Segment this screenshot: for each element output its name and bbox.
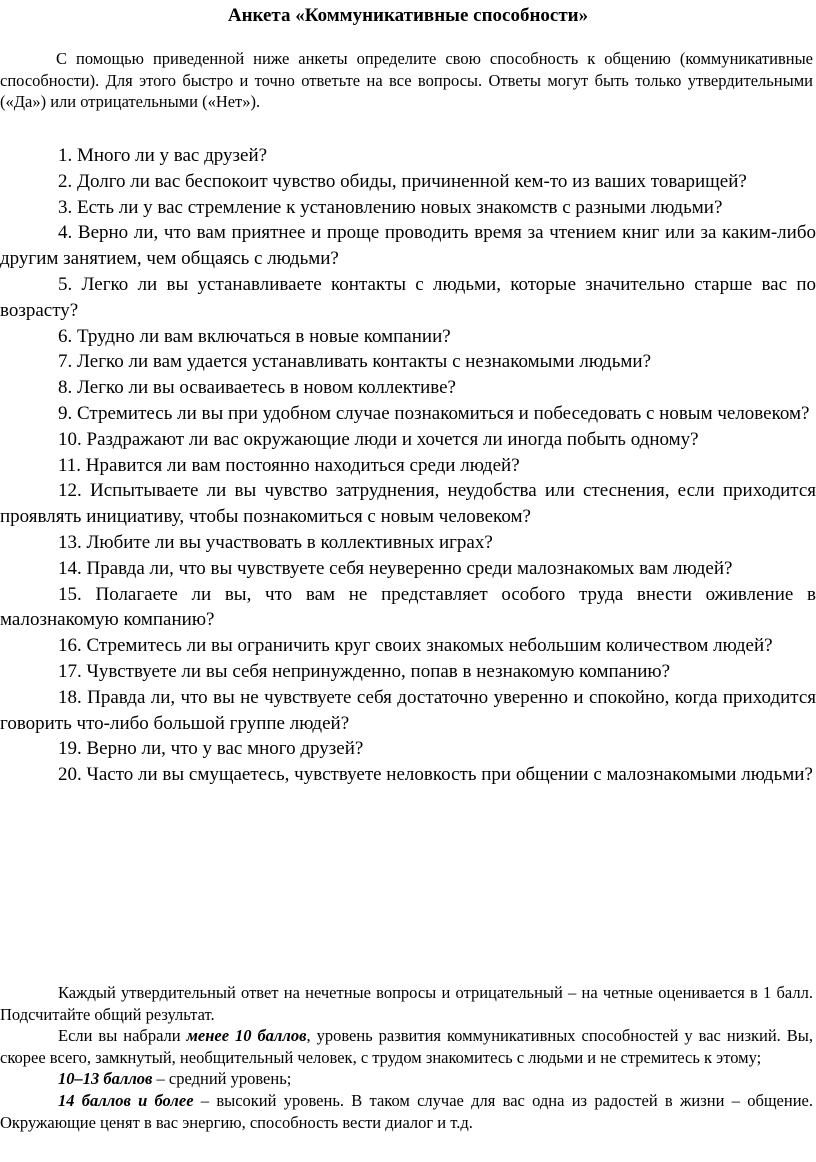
document-title: Анкета «Коммуникативные способности» <box>227 5 589 26</box>
scoring-medium <box>0 1068 813 1090</box>
scoring-low-text: , уровень развития коммуникативных способностей у вас низкий. Вы, скорее всего, замкнутый, необщительный человек, с трудом знакомитесь с людьми и не стремитесь к этому; <box>0 1026 813 1067</box>
scoring-low <box>0 1025 813 1068</box>
question-item: 6. Трудно ли вам включаться в новые компании? <box>58 325 451 347</box>
question-item: 4. Верно ли, что вам приятнее и проще проводить время за чтением книг или за каким-либо другим занятием, чем общаясь с людьми? <box>0 222 816 270</box>
question-item: 12. Испытываете ли вы чувство затруднения, неудобства или стеснения, если приходится проявлять инициативу, чтобы познакомиться с новым человеком? <box>0 480 816 528</box>
scoring-low-threshold: менее 10 баллов <box>186 1026 307 1046</box>
questions-list <box>0 143 816 788</box>
question-item: 7. Легко ли вам удается устанавливать контакты с незнакомыми людьми? <box>58 351 651 373</box>
scoring-medium-range: 10–13 баллов <box>58 1069 153 1089</box>
question-item: 16. Стремитесь ли вы ограничить круг своих знакомых небольшим количеством людей? <box>58 635 773 657</box>
question-item: 19. Верно ли, что у вас много друзей? <box>58 738 364 760</box>
question-item: 20. Часто ли вы смущаетесь, чувствуете неловкость при общении с малознакомыми людьми? <box>58 764 813 786</box>
scoring-high-text: – высокий уровень. В таком случае для вас одна из радостей в жизни – общение. Окружающие ценят в вас энергию, способность вести диалог и т.д. <box>0 1090 813 1132</box>
scoring-high-range: 14 баллов и более <box>58 1090 194 1110</box>
question-item: 10. Раздражают ли вас окружающие люди и хочется ли иногда побыть одному? <box>58 428 699 450</box>
question-item: 13. Любите ли вы участвовать в коллективных играх? <box>58 531 493 553</box>
question-item: 11. Нравится ли вам постоянно находиться среди людей? <box>58 454 520 476</box>
question-item: 15. Полагаете ли вы, что вам не представляет особого труда внести оживление в малознакомую компанию? <box>0 583 816 631</box>
question-item: 3. Есть ли у вас стремление к установлению новых знакомств с разными людьми? <box>58 196 723 218</box>
scoring-section <box>0 982 813 1133</box>
intro-paragraph: С помощью приведенной ниже анкеты определите свою способность к общению (коммуникативные способности). Для этого быстро и точно ответьте на все вопросы. Ответы могут быть только утвердительными («Да») или отрицательными («Нет»). <box>0 49 813 111</box>
question-item: 18. Правда ли, что вы не чувствуете себя достаточно уверенно и спокойно, когда приходится говорить что-либо большой группе людей? <box>0 686 816 734</box>
question-item: 8. Легко ли вы осваиваетесь в новом коллективе? <box>58 377 456 399</box>
question-item: 14. Правда ли, что вы чувствуете себя неуверенно среди малознакомых вам людей? <box>58 557 733 579</box>
question-item: 2. Долго ли вас беспокоит чувство обиды, причиненной кем-то из ваших товарищей? <box>58 170 747 192</box>
scoring-medium-text: – средний уровень; <box>152 1069 292 1089</box>
question-item: 1. Много ли у вас друзей? <box>58 145 268 166</box>
scoring-rule: Каждый утвердительный ответ на нечетные вопросы и отрицательный – на четные оценивается в 1 балл. Подсчитайте общий результат. <box>0 983 813 1024</box>
question-item: 9. Стремитесь ли вы при удобном случае познакомиться и побеседовать с новым человеком? <box>58 402 810 424</box>
question-item: 17. Чувствуете ли вы себя непринужденно, попав в незнакомую компанию? <box>58 660 671 682</box>
scoring-high <box>0 1090 813 1133</box>
scoring-low-prefix: Если вы набрали <box>58 1026 187 1046</box>
question-item: 5. Легко ли вы устанавливаете контакты с людьми, которые значительно старше вас по возрасту? <box>0 273 816 321</box>
